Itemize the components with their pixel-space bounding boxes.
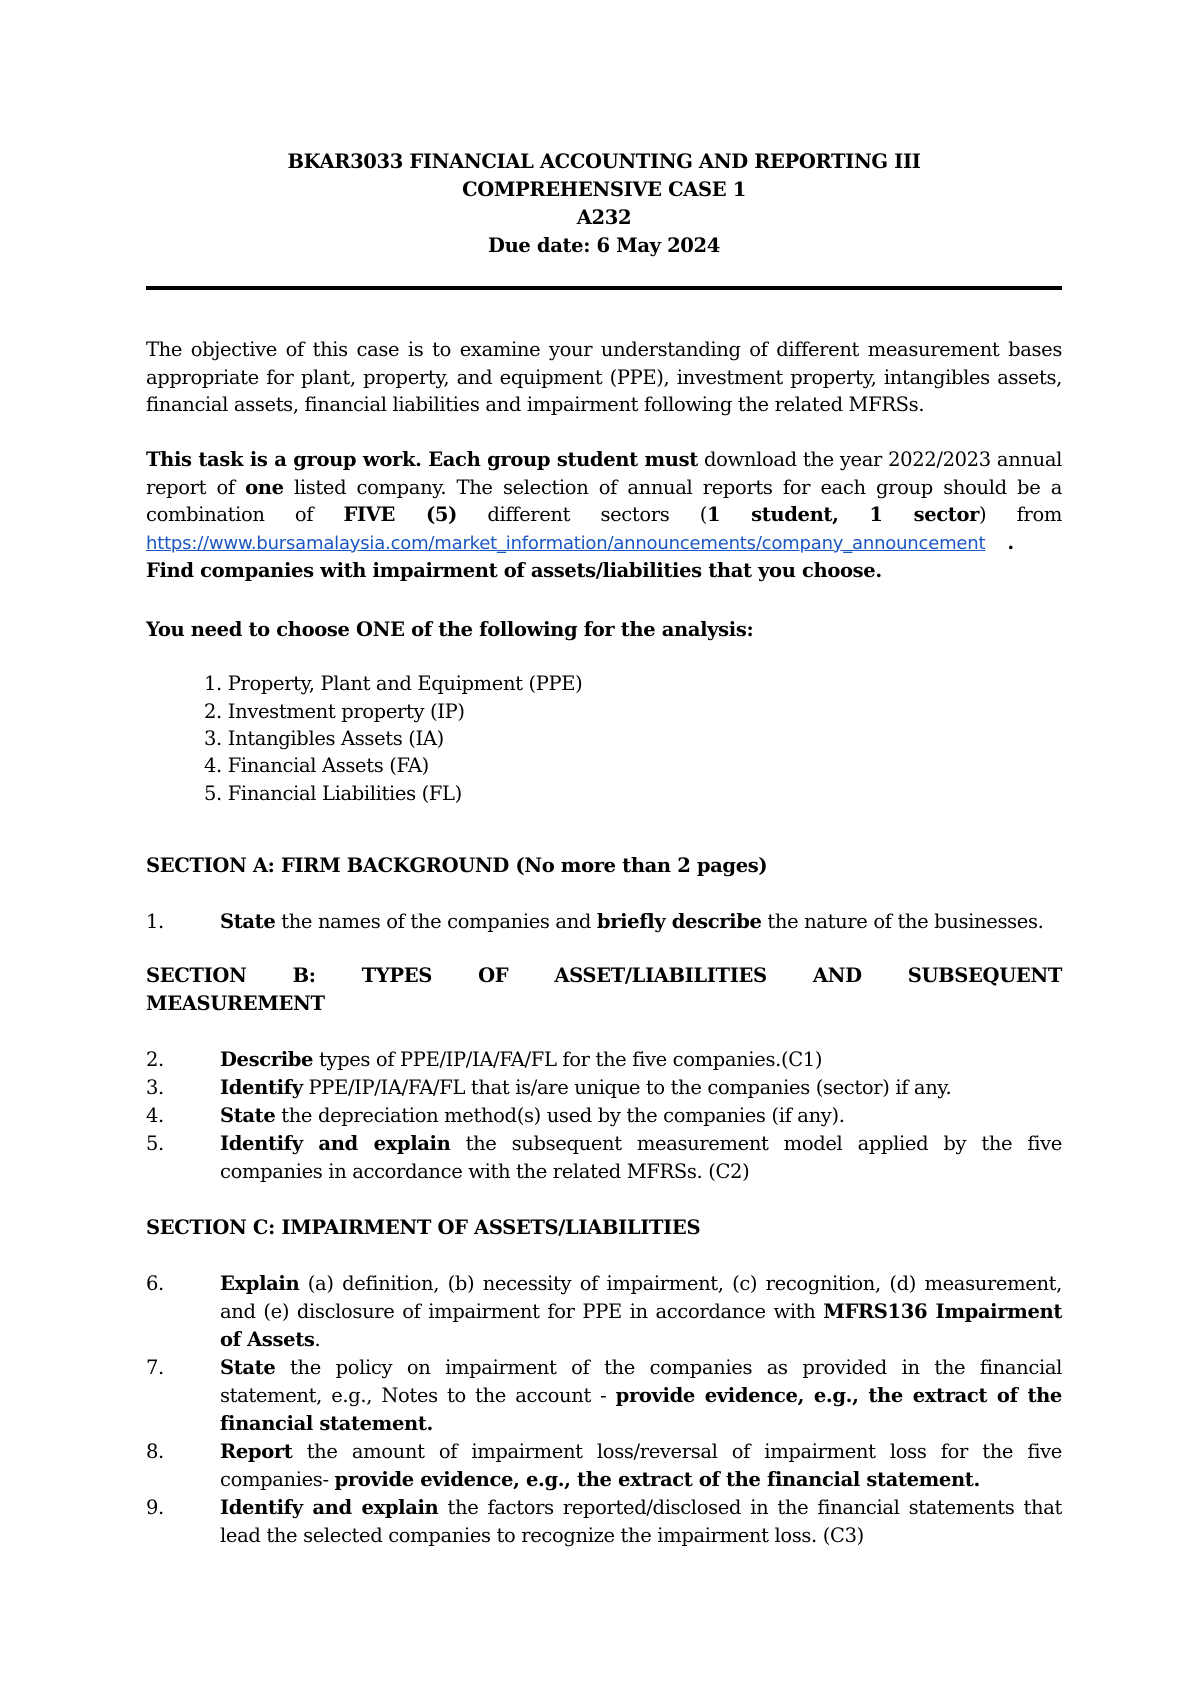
section-b-heading	[146, 962, 1062, 1018]
question-emphasis: State	[220, 910, 276, 933]
question-emphasis: Identify and explain	[220, 1496, 439, 1519]
task-emphasis: This task is a group work. Each group student must	[146, 448, 698, 471]
question-line	[220, 1326, 1062, 1354]
question-emphasis: provide evidence, e.g., the extract of the financial statement.	[334, 1468, 980, 1491]
question-emphasis: State	[220, 1356, 276, 1379]
section-b-heading-line: MEASUREMENT	[146, 992, 325, 1015]
section-b-heading-line: SECTION B: TYPES OF ASSET/LIABILITIES AND SUBSEQUENT	[146, 964, 1062, 987]
question-line	[220, 1466, 1062, 1494]
task-instruction: Find companies with impairment of assets/liabilities that you choose.	[146, 559, 882, 582]
question-emphasis: Describe	[220, 1048, 314, 1071]
question-span: types of PPE/IP/IA/FA/FL for the five companies.(C1)	[313, 1048, 823, 1071]
task-emphasis: FIVE (5)	[343, 503, 457, 526]
question-span: .	[314, 1328, 321, 1351]
question-text	[220, 908, 1062, 936]
question-span: the depreciation method(s) used by the companies (if any).	[275, 1104, 845, 1127]
task-text: different sectors (	[456, 503, 707, 526]
objective-line: appropriate for plant, property, and equipment (PPE), investment property, intangibles assets,	[146, 365, 1062, 389]
question-number: 6.	[146, 1272, 164, 1295]
question-text	[220, 1074, 1062, 1102]
question-span: the amount of impairment loss/reversal of impairment loss for the five	[292, 1440, 1062, 1463]
question-line	[220, 1354, 1062, 1382]
task-emphasis: one	[245, 475, 284, 499]
question-emphasis: Explain	[220, 1272, 300, 1295]
question-emphasis: Identify and explain	[220, 1132, 451, 1155]
question-emphasis: Identify	[220, 1076, 303, 1099]
objective-line: financial assets, financial liabilities and impairment following the related MFRSs.	[146, 393, 925, 416]
task-text: ) from	[979, 503, 1062, 526]
question-line	[220, 1494, 1062, 1522]
question-number: 9.	[146, 1496, 164, 1519]
case-title: COMPREHENSIVE CASE 1	[462, 178, 746, 201]
task-line	[146, 529, 1062, 558]
header-divider	[146, 286, 1062, 290]
semester-code: A232	[576, 206, 632, 229]
task-emphasis: 1 student, 1 sector	[706, 503, 980, 526]
question-emphasis: MFRS136 Impairment	[823, 1300, 1062, 1323]
question-number: 1.	[146, 910, 164, 933]
question-line	[220, 1130, 1062, 1158]
section-a-heading: SECTION A: FIRM BACKGROUND (No more than 2 pages)	[146, 854, 768, 877]
question-line	[220, 1438, 1062, 1466]
question-number: 8.	[146, 1440, 164, 1463]
question-emphasis: Report	[220, 1440, 293, 1463]
question-text	[220, 1494, 1062, 1550]
question-text	[220, 1130, 1062, 1186]
task-line	[146, 474, 1062, 502]
question-line: financial statement.	[220, 1412, 433, 1435]
choose-heading: You need to choose ONE of the following for the analysis:	[146, 618, 754, 641]
question-emphasis: briefly describe	[596, 910, 762, 933]
question-line	[220, 1270, 1062, 1298]
objective-paragraph	[146, 336, 1062, 419]
question-text	[220, 1102, 1062, 1130]
question-span: (a) definition, (b) necessity of impairment, (c) recognition, (d) measurement,	[299, 1272, 1062, 1295]
task-line	[146, 501, 1062, 529]
question-span: companies-	[220, 1468, 335, 1491]
question-number: 2.	[146, 1048, 164, 1071]
question-span: and (e) disclosure of impairment for PPE in accordance with	[220, 1300, 824, 1323]
list-item: 2. Investment property (IP)	[204, 700, 465, 723]
question-span: the subsequent measurement model applied by the five	[450, 1132, 1062, 1155]
question-line	[220, 1298, 1062, 1326]
due-date: Due date: 6 May 2024	[488, 234, 720, 257]
question-span: the policy on impairment of the companies as provided in the financial	[275, 1356, 1062, 1379]
question-text	[220, 1270, 1062, 1354]
task-text: .	[1007, 530, 1014, 554]
question-number: 5.	[146, 1132, 164, 1155]
list-item: 3. Intangibles Assets (IA)	[204, 727, 444, 750]
question-number: 7.	[146, 1356, 164, 1379]
question-number: 4.	[146, 1104, 164, 1127]
question-span: the names of the companies and	[275, 910, 597, 933]
task-paragraph	[146, 446, 1062, 585]
question-text	[220, 1046, 1062, 1074]
list-item: 1. Property, Plant and Equipment (PPE)	[204, 672, 583, 695]
task-text: report of	[146, 475, 246, 499]
question-span: the factors reported/disclosed in the financial statements that	[438, 1496, 1063, 1519]
question-emphasis: of Assets	[220, 1328, 315, 1351]
task-text: listed company. The selection of annual reports for each group should be a	[283, 475, 1062, 499]
question-emphasis: provide evidence, e.g., the extract of the	[615, 1384, 1062, 1407]
list-item: 4. Financial Assets (FA)	[204, 754, 429, 777]
question-text	[220, 1438, 1062, 1494]
question-text	[220, 1354, 1062, 1438]
list-item: 5. Financial Liabilities (FL)	[204, 782, 462, 805]
section-c-heading: SECTION C: IMPAIRMENT OF ASSETS/LIABILITIES	[146, 1216, 701, 1239]
objective-line: The objective of this case is to examine your understanding of different measurement bases	[146, 338, 1062, 361]
question-emphasis: State	[220, 1104, 276, 1127]
task-line	[146, 446, 1062, 474]
question-line	[220, 1382, 1062, 1410]
question-number: 3.	[146, 1076, 164, 1099]
task-text: combination of	[146, 503, 344, 526]
question-span: PPE/IP/IA/FA/FL that is/are unique to the companies (sector) if any.	[302, 1076, 952, 1099]
course-title: BKAR3033 FINANCIAL ACCOUNTING AND REPORTING III	[287, 150, 921, 173]
question-line: companies in accordance with the related MFRSs. (C2)	[220, 1160, 750, 1183]
task-text: download the year 2022/2023 annual	[697, 448, 1062, 471]
question-span: the nature of the businesses.	[761, 910, 1044, 933]
question-span: statement, e.g., Notes to the account -	[220, 1384, 616, 1407]
question-line: lead the selected companies to recognize the impairment loss. (C3)	[220, 1524, 864, 1547]
bursa-announcement-link[interactable]: https://www.bursamalaysia.com/market_information/announcements/company_announcement	[146, 532, 986, 554]
